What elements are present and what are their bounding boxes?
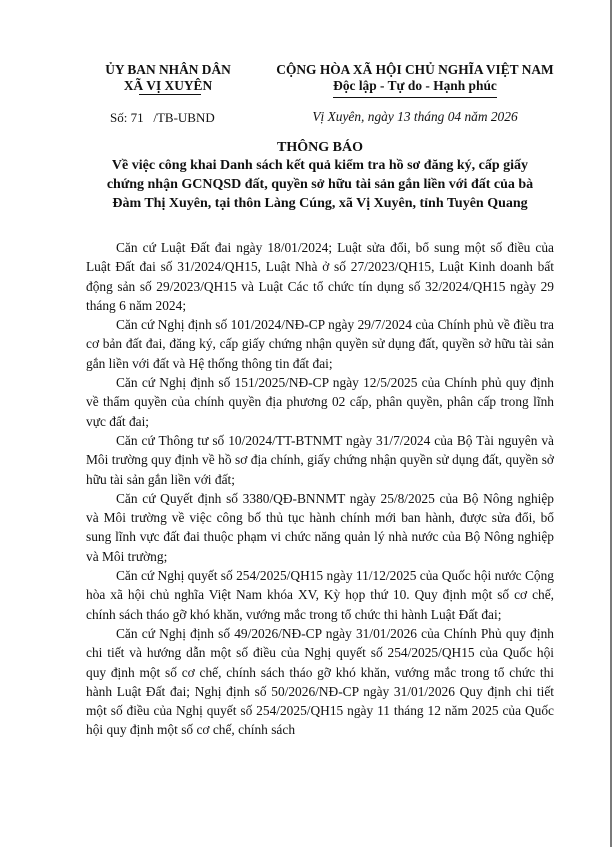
- document-number: Số: 71 /TB-UBND: [110, 110, 215, 125]
- nation-name: CỘNG HÒA XÃ HỘI CHỦ NGHĨA VIỆT NAM: [276, 62, 554, 77]
- national-motto: Độc lập - Tự do - Hạnh phúc: [333, 78, 497, 98]
- document-title: [60, 139, 580, 213]
- title-subtitle-line: Đàm Thị Xuyên, tại thôn Làng Cúng, xã Vị Xuyên, tỉnh Tuyên Quang: [112, 196, 528, 211]
- title-heading: THÔNG BÁO: [277, 140, 363, 155]
- issuing-agency: [88, 62, 248, 94]
- title-subtitle-line: chứng nhận GCNQSD đất, quyền sở hữu tài sản gắn liền với đất của bà: [106, 177, 534, 192]
- place-date: Vị Xuyên, ngày 13 tháng 04 năm 2026: [312, 109, 518, 124]
- agency-line-1: ỦY BAN NHÂN DÂN: [105, 62, 231, 77]
- legal-basis-paragraph: Căn cứ Nghị định số 101/2024/NĐ-CP ngày 29/7/2024 của Chính phủ về điều tra cơ bản đất đai, đăng ký, cấp giấy chứng nhận quyền sử dụng đất, quyền sở hữu tài sản gắn liền với đất và Hệ thống thông tin đất đai;: [86, 317, 554, 371]
- legal-basis-paragraph: Căn cứ Luật Đất đai ngày 18/01/2024; Luật sửa đổi, bổ sung một số điều của Luật Đất đai số 31/2024/QH15, Luật Nhà ở số 27/2023/QH15, Luật Kinh doanh bất động sản số 29/2023/QH15 và Luật Các tổ chức tín dụng số 32/2024/QH15 ngày 29 tháng 6 năm 2024;: [86, 240, 554, 313]
- legal-basis-paragraph: Căn cứ Nghị định số 49/2026/NĐ-CP ngày 31/01/2026 của Chính Phủ quy định chi tiết và hướng dẫn một số điều của Nghị quyết số 254/2025/QH15 của Quốc hội quy định một số cơ chế, chính sách tháo gỡ khó khăn, vướng mắc trong tổ chức thi hành Luật Đất đai; Nghị định số 50/2026/NĐ-CP ngày 31/01/2026 Quy định chi tiết một số điều của Nghị quyết số 254/2025/QH15 ngày 11 tháng 12 năm 2025 của Quốc hội quy định một số cơ chế, chính sách: [86, 625, 554, 738]
- agency-name: XÃ VỊ XUYÊN: [123, 78, 213, 93]
- legal-basis-paragraph: Căn cứ Thông tư số 10/2024/TT-BTNMT ngày 31/7/2024 của Bộ Tài nguyên và Môi trường quy định về hồ sơ địa chính, giấy chứng nhận quyền sử dụng đất, quyền sở hữu tài sản gắn liền với đất;: [86, 432, 554, 487]
- national-heading: [250, 62, 580, 98]
- legal-basis-paragraph: Căn cứ Quyết định số 3380/QĐ-BNNMT ngày 25/8/2025 của Bộ Nông nghiệp và Môi trường về việc công bố thủ tục hành chính mới ban hành, được sửa đổi, bổ sung lĩnh vực đất đai thuộc phạm vi chức năng quản lý nhà nước của Bộ Nông nghiệp và Môi trường;: [86, 490, 554, 564]
- document-body: [86, 238, 554, 740]
- legal-basis-paragraph: Căn cứ Nghị định số 151/2025/NĐ-CP ngày 12/5/2025 của Chính phủ quy định về thẩm quyền của chính quyền địa phương 02 cấp, phân quyền, phân cấp trong lĩnh vực đất đai;: [86, 375, 554, 429]
- agency-line-2: [124, 78, 212, 94]
- agency-underline: [139, 94, 201, 95]
- title-subtitle-line: Về việc công khai Danh sách kết quả kiểm tra hồ sơ đăng ký, cấp giấy: [111, 158, 529, 173]
- legal-basis-paragraph: Căn cứ Nghị quyết số 254/2025/QH15 ngày 11/12/2025 của Quốc hội nước Cộng hòa xã hội chủ nghĩa Việt Nam khóa XV, Kỳ họp thứ 10. Quy định một số cơ chế, chính sách tháo gỡ khó khăn, vướng mắc trong tổ chức thi hành Luật Đất đai;: [86, 568, 554, 622]
